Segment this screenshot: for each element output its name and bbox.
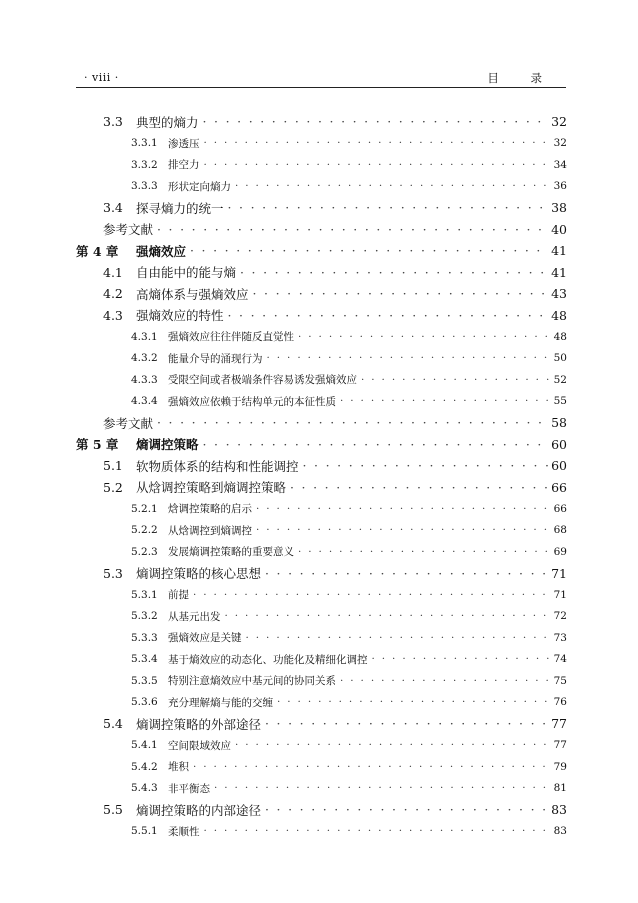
toc-entry[interactable] xyxy=(0,821,638,843)
toc-entry-label: 参考文献 xyxy=(103,415,154,431)
dot-leader xyxy=(340,675,552,687)
toc-entry-page: 58 xyxy=(551,415,567,431)
toc-entry[interactable] xyxy=(0,627,638,649)
toc-entry-number: 5.3.6 xyxy=(131,696,158,709)
dot-leader xyxy=(235,739,552,751)
toc-entry-page: 68 xyxy=(553,524,567,537)
toc-entry[interactable] xyxy=(0,606,638,628)
toc-entry-number: 5.3.2 xyxy=(131,610,158,623)
toc-entry-label: 强熵效应 xyxy=(136,243,187,259)
toc-entry-page: 52 xyxy=(553,373,567,386)
toc-entry-page: 50 xyxy=(553,352,567,365)
toc-entry-label: 焓调控策略的启示 xyxy=(168,503,252,516)
toc-entry-number: 4.1 xyxy=(103,264,123,280)
toc-entry[interactable] xyxy=(0,197,638,219)
dot-leader xyxy=(204,159,552,171)
toc-entry[interactable] xyxy=(0,799,638,821)
toc-entry-number: 4.3.4 xyxy=(131,395,158,408)
toc-entry-number: 5.3.4 xyxy=(131,653,158,666)
dot-leader xyxy=(228,200,550,215)
toc-entry[interactable] xyxy=(0,305,638,327)
toc-entry[interactable] xyxy=(0,477,638,499)
dot-leader xyxy=(193,589,552,601)
toc-entry-page: 75 xyxy=(553,674,567,687)
toc-entry[interactable] xyxy=(0,649,638,671)
toc-entry-page: 83 xyxy=(551,802,567,818)
toc-entry[interactable] xyxy=(0,756,638,778)
dot-leader xyxy=(157,415,549,430)
toc-entry[interactable] xyxy=(0,219,638,241)
dot-leader xyxy=(265,802,549,817)
toc-entry-page: 74 xyxy=(553,653,567,666)
toc-entry-number: 5.1 xyxy=(103,458,123,474)
toc-entry-number: 4.3.3 xyxy=(131,373,158,386)
toc-entry-number: 4.3.2 xyxy=(131,352,158,365)
toc-entry-page: 66 xyxy=(551,479,567,495)
toc-entry[interactable] xyxy=(0,283,638,305)
dot-leader xyxy=(265,566,549,581)
toc-entry-page: 77 xyxy=(551,716,567,732)
dot-leader xyxy=(193,761,552,773)
toc-entry-page: 48 xyxy=(553,330,567,343)
toc-entry-number: 3.3.2 xyxy=(131,158,158,171)
dot-leader xyxy=(246,632,552,644)
dot-leader xyxy=(267,352,552,364)
dot-leader xyxy=(277,696,552,708)
toc-entry-label: 熵调控策略的核心思想 xyxy=(136,566,262,582)
toc-entry-label: 强熵效应往往伴随反直觉性 xyxy=(168,331,294,344)
dot-leader xyxy=(157,222,549,237)
toc-entry-number: 5.4.3 xyxy=(131,782,158,795)
toc-entry[interactable] xyxy=(0,412,638,434)
toc-entry-label: 排空力 xyxy=(168,159,200,172)
toc-entry[interactable] xyxy=(0,498,638,520)
toc-entry-number: 3.4 xyxy=(103,200,123,216)
toc-entry-page: 48 xyxy=(551,307,567,323)
toc-entry[interactable] xyxy=(0,369,638,391)
toc-entry[interactable] xyxy=(0,713,638,735)
toc-entry-page: 40 xyxy=(551,221,567,237)
dot-leader xyxy=(372,653,552,665)
dot-leader xyxy=(190,243,549,258)
toc-entry-label: 柔顺性 xyxy=(168,825,200,838)
toc-entry[interactable] xyxy=(0,348,638,370)
toc-entry[interactable] xyxy=(0,434,638,456)
dot-leader xyxy=(225,610,552,622)
toc-entry[interactable] xyxy=(0,262,638,284)
toc-entry-label: 特别注意熵效应中基元间的协同关系 xyxy=(168,675,336,688)
dot-leader xyxy=(203,437,550,452)
toc-entry-label: 空间限域效应 xyxy=(168,739,231,752)
toc-entry-label: 自由能中的能与熵 xyxy=(136,265,237,281)
dot-leader xyxy=(265,716,549,731)
toc-entry[interactable] xyxy=(0,735,638,757)
toc-entry-page: 32 xyxy=(553,137,567,150)
toc-entry-page: 43 xyxy=(551,286,567,302)
toc-entry-page: 69 xyxy=(553,545,567,558)
toc-entry-page: 73 xyxy=(553,631,567,644)
toc-entry-page: 60 xyxy=(551,458,567,474)
toc-entry-number: 5.4.1 xyxy=(131,739,158,752)
toc-entry[interactable] xyxy=(0,541,638,563)
toc-entry-label: 渗透压 xyxy=(168,137,200,150)
toc-entry-page: 71 xyxy=(551,565,567,581)
dot-leader xyxy=(256,524,552,536)
toc-entry-number: 4.2 xyxy=(103,286,123,302)
toc-entry-number: 5.3.1 xyxy=(131,588,158,601)
toc-entry-number: 3.3.3 xyxy=(131,180,158,193)
toc-entry[interactable] xyxy=(0,692,638,714)
toc-entry-page: 34 xyxy=(553,158,567,171)
toc-entry-number: 5.4 xyxy=(103,716,123,732)
dot-leader xyxy=(240,265,549,280)
toc-entry[interactable] xyxy=(0,154,638,176)
toc-entry-label: 从基元出发 xyxy=(168,610,221,623)
toc-entry-label: 强熵效应的特性 xyxy=(136,308,224,324)
toc-entry-label: 形状定向熵力 xyxy=(168,180,231,193)
toc-entry-label: 从焓调控到熵调控 xyxy=(168,524,252,537)
toc-entry-number: 5.2.2 xyxy=(131,524,158,537)
toc-entry-page: 81 xyxy=(553,782,567,795)
toc-entry-page: 79 xyxy=(553,760,567,773)
dot-leader xyxy=(253,286,550,301)
toc-entry-label: 前提 xyxy=(168,589,189,602)
dot-leader xyxy=(204,137,552,149)
toc-entry[interactable] xyxy=(0,240,638,262)
toc-entry-label: 受限空间或者极端条件容易诱发强熵效应 xyxy=(168,374,357,387)
toc-entry-page: 41 xyxy=(551,243,567,259)
toc-entry-page: 83 xyxy=(553,825,567,838)
dot-leader xyxy=(256,503,552,515)
dot-leader xyxy=(361,374,552,386)
toc-entry-page: 66 xyxy=(553,502,567,515)
dot-leader xyxy=(203,114,550,129)
running-header xyxy=(76,67,566,88)
toc-entry-label: 发展熵调控策略的重要意义 xyxy=(168,546,294,559)
toc-entry-label: 参考文献 xyxy=(103,222,154,238)
toc-entry-label: 探寻熵力的统一 xyxy=(136,200,224,216)
toc-entry-label: 能量介导的涌现行为 xyxy=(168,352,263,365)
dot-leader xyxy=(228,308,550,323)
toc-entry-number: 5.3.5 xyxy=(131,674,158,687)
toc-entry-page: 60 xyxy=(551,436,567,452)
toc-entry-number: 5.2 xyxy=(103,479,123,495)
toc-entry[interactable] xyxy=(0,670,638,692)
toc-entry-number: 5.3.3 xyxy=(131,631,158,644)
toc-entry-page: 38 xyxy=(551,200,567,216)
toc-entry-number: 4.3 xyxy=(103,307,123,323)
toc-entry[interactable] xyxy=(0,391,638,413)
toc-entry[interactable] xyxy=(0,563,638,585)
toc-entry-page: 72 xyxy=(553,610,567,623)
toc-entry-label: 充分理解熵与能的交缠 xyxy=(168,696,273,709)
toc-entry-number: 3.3.1 xyxy=(131,137,158,150)
toc-entry[interactable] xyxy=(0,778,638,800)
dot-leader xyxy=(340,395,552,407)
toc-entry-page: 32 xyxy=(551,114,567,130)
toc-entry-page: 76 xyxy=(553,696,567,709)
header-title: 目 录 xyxy=(487,71,556,85)
toc-entry-page: 36 xyxy=(553,180,567,193)
toc-entry-label: 典型的熵力 xyxy=(136,114,199,130)
toc-entry-label: 高熵体系与强熵效应 xyxy=(136,286,249,302)
toc-entry-page: 55 xyxy=(553,395,567,408)
toc-entry-number: 第 5 章 xyxy=(76,437,119,453)
toc-entry-number: 5.5 xyxy=(103,802,123,818)
dot-leader xyxy=(214,782,552,794)
toc-entry-label: 从焓调控策略到熵调控策略 xyxy=(136,480,287,496)
toc-entry-label: 强熵效应是关键 xyxy=(168,632,242,645)
dot-leader xyxy=(298,546,552,558)
dot-leader xyxy=(290,480,549,495)
dot-leader xyxy=(204,825,552,837)
toc-entry-number: 4.3.1 xyxy=(131,330,158,343)
toc-entry-page: 71 xyxy=(553,588,567,601)
table-of-contents xyxy=(0,111,638,842)
toc-entry-number: 5.3 xyxy=(103,565,123,581)
toc-entry-label: 堆积 xyxy=(168,761,189,774)
toc-entry-label: 软物质体系的结构和性能调控 xyxy=(136,458,299,474)
toc-entry-number: 5.2.3 xyxy=(131,545,158,558)
toc-entry-number: 5.4.2 xyxy=(131,760,158,773)
dot-leader xyxy=(235,180,552,192)
toc-entry[interactable] xyxy=(0,133,638,155)
toc-entry-label: 基于熵效应的动态化、功能化及精细化调控 xyxy=(168,653,368,666)
toc-entry-number: 5.5.1 xyxy=(131,825,158,838)
toc-entry-number: 5.2.1 xyxy=(131,502,158,515)
toc-entry-label: 强熵效应依赖于结构单元的本征性质 xyxy=(168,395,336,408)
toc-entry-number: 3.3 xyxy=(103,114,123,130)
toc-entry[interactable] xyxy=(0,326,638,348)
toc-entry-label: 熵调控策略的外部途径 xyxy=(136,716,262,732)
dot-leader xyxy=(303,458,550,473)
toc-entry-label: 熵调控策略 xyxy=(136,437,199,453)
toc-entry-number: 第 4 章 xyxy=(76,243,119,259)
toc-entry[interactable] xyxy=(0,584,638,606)
toc-entry-page: 77 xyxy=(553,739,567,752)
toc-entry[interactable] xyxy=(0,520,638,542)
toc-entry-page: 41 xyxy=(551,264,567,280)
toc-entry[interactable] xyxy=(0,176,638,198)
toc-entry-label: 非平衡态 xyxy=(168,782,210,795)
toc-entry[interactable] xyxy=(0,455,638,477)
toc-entry[interactable] xyxy=(0,111,638,133)
toc-entry-label: 熵调控策略的内部途径 xyxy=(136,802,262,818)
dot-leader xyxy=(298,331,552,343)
page-number: · viii · xyxy=(84,71,119,84)
